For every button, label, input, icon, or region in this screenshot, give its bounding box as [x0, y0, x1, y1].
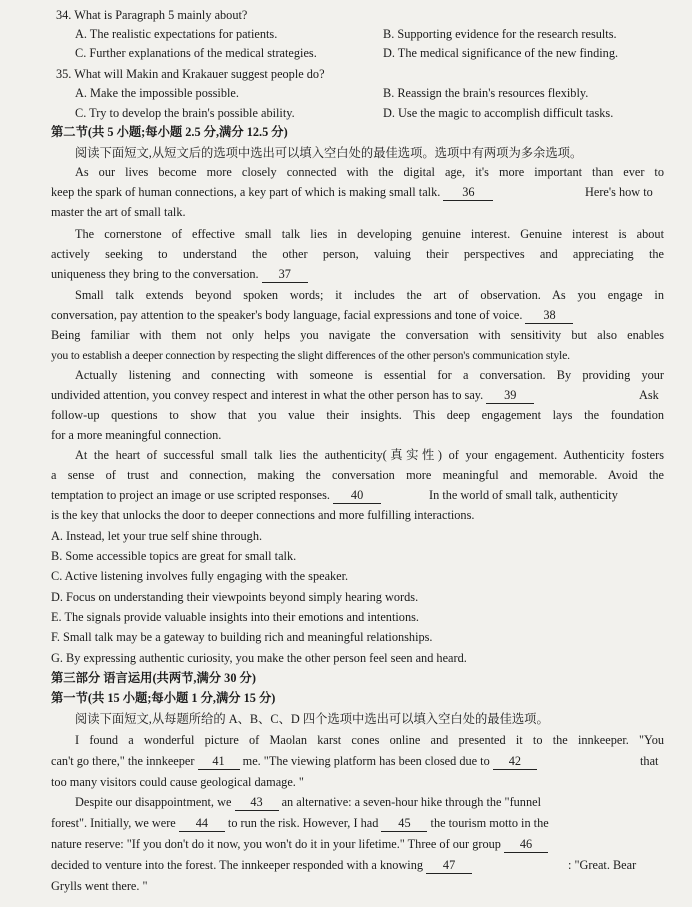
passage-line: Here's how to: [585, 185, 653, 199]
blank-41: 41: [198, 753, 240, 770]
section-2-instruction: 阅读下面短文,从短文后的选项中选出可以填入空白处的最佳选项。选项中有两项为多余选项。: [75, 146, 583, 160]
passage-line: I found a wonderful picture of Maolan karst cones online and presented it to the innkeeper. "You: [75, 733, 664, 747]
part-3-instruction: 阅读下面短文,从每题所给的 A、B、C、D 四个选项中选出可以填入空白处的最佳选项。: [75, 712, 549, 726]
passage-line: Being familiar with them not only helps you navigate the conversation with sensitivity but also enables: [51, 328, 664, 342]
passage-line: you to establish a deeper connection by respecting the slight differences of the other person's communication style.: [51, 348, 570, 362]
option-c: C. Active listening involves fully engaging with the speaker.: [51, 569, 349, 583]
passage-line: conversation, pay attention to the speaker's body language, facial expressions and tone of voice. 38: [51, 307, 573, 324]
passage-line: Ask: [639, 388, 659, 402]
passage-line: master the art of small talk.: [51, 205, 186, 219]
question-34-stem: 34. What is Paragraph 5 mainly about?: [56, 8, 248, 22]
passage-line: Despite our disappointment, we 43 an alternative: a seven-hour hike through the "funnel: [75, 795, 541, 809]
blank-38: 38: [525, 307, 573, 324]
passage-line: keep the spark of human connections, a key part of which is making small talk. 36: [51, 184, 493, 201]
blank-44: 44: [179, 815, 225, 832]
part-3-heading: 第三部分 语言运用(共两节,满分 30 分): [51, 671, 256, 685]
option-a: A. Instead, let your true self shine through.: [51, 529, 263, 543]
blank-45: 45: [381, 815, 427, 832]
passage-line: Actually listening and connecting with someone is essential for a conversation. By providing your: [75, 368, 664, 382]
passage-line: decided to venture into the forest. The innkeeper responded with a knowing 47: [51, 857, 472, 874]
option-b: B. Some accessible topics are great for small talk.: [51, 549, 297, 563]
q35-option-a: A. Make the impossible possible.: [75, 86, 239, 100]
blank-37: 37: [262, 266, 308, 283]
blank-46: 46: [504, 836, 548, 853]
passage-line: The cornerstone of effective small talk lies in developing genuine interest. Genuine interest is about: [75, 227, 664, 241]
q35-option-b: B. Reassign the brain's resources flexibly.: [383, 86, 589, 100]
passage-line: Small talk extends beyond spoken words; it includes the art of observation. As you engage in: [75, 288, 664, 302]
q35-option-c: C. Try to develop the brain's possible ability.: [75, 106, 295, 120]
passage-line: In the world of small talk, authenticity: [429, 488, 618, 502]
passage-line: forest". Initially, we were 44 to run the risk. However, I had 45 the tourism motto in the: [51, 816, 549, 830]
blank-36: 36: [443, 184, 493, 201]
option-d: D. Focus on understanding their viewpoints beyond simply hearing words.: [51, 590, 419, 604]
option-g: G. By expressing authentic curiosity, you make the other person feel seen and heard.: [51, 651, 467, 665]
passage-line: Grylls went there. ": [51, 879, 148, 893]
part-3-sub-heading: 第一节(共 15 小题;每小题 1 分,满分 15 分): [51, 691, 276, 705]
q34-option-d: D. The medical significance of the new finding.: [383, 46, 619, 60]
blank-43: 43: [235, 794, 279, 811]
blank-42: 42: [493, 753, 537, 770]
q35-option-d: D. Use the magic to accomplish difficult tasks.: [383, 106, 614, 120]
option-f: F. Small talk may be a gateway to building rich and meaningful relationships.: [51, 630, 433, 644]
passage-line: for a more meaningful connection.: [51, 428, 222, 442]
blank-39: 39: [486, 387, 534, 404]
passage-line: too many visitors could cause geological damage. ": [51, 775, 304, 789]
question-35-stem: 35. What will Makin and Krakauer suggest people do?: [56, 67, 325, 81]
section-2-heading: 第二节(共 5 小题;每小题 2.5 分,满分 12.5 分): [51, 125, 288, 139]
passage-line: nature reserve: "If you don't do it now, you won't do it in your lifetime." Three of our group 46: [51, 836, 548, 853]
passage-line: uniqueness they bring to the conversation. 37: [51, 266, 308, 283]
passage-line: a sense of trust and connection, making the conversation more meaningful and memorable. Avoid the: [51, 468, 664, 482]
passage-line: undivided attention, you convey respect and interest in what the other person has to say. 39: [51, 387, 534, 404]
passage-line: : "Great. Bear: [568, 858, 637, 872]
q34-option-b: B. Supporting evidence for the research results.: [383, 27, 617, 41]
q34-option-c: C. Further explanations of the medical strategies.: [75, 46, 317, 60]
passage-line: follow-up questions to show that you value their insights. This deep engagement lays the foundation: [51, 408, 664, 422]
passage-line: At the heart of successful small talk lies the authenticity(真实性) of your engagement. Authenticity fosters: [75, 448, 664, 462]
passage-line: that: [640, 754, 659, 768]
passage-line: temptation to project an image or use scripted responses. 40: [51, 487, 381, 504]
passage-line: As our lives become more closely connected with the digital age, it's more important than ever to: [75, 165, 664, 179]
passage-line: is the key that unlocks the door to deeper connections and more fulfilling interactions.: [51, 508, 475, 522]
blank-40: 40: [333, 487, 381, 504]
blank-47: 47: [426, 857, 472, 874]
passage-line: actively seeking to understand the other person, valuing their perspectives and appreciating the: [51, 247, 664, 261]
option-e: E. The signals provide valuable insights into their emotions and intentions.: [51, 610, 419, 624]
q34-option-a: A. The realistic expectations for patients.: [75, 27, 278, 41]
passage-line: can't go there," the innkeeper 41 me. "The viewing platform has been closed due to 42: [51, 753, 537, 770]
